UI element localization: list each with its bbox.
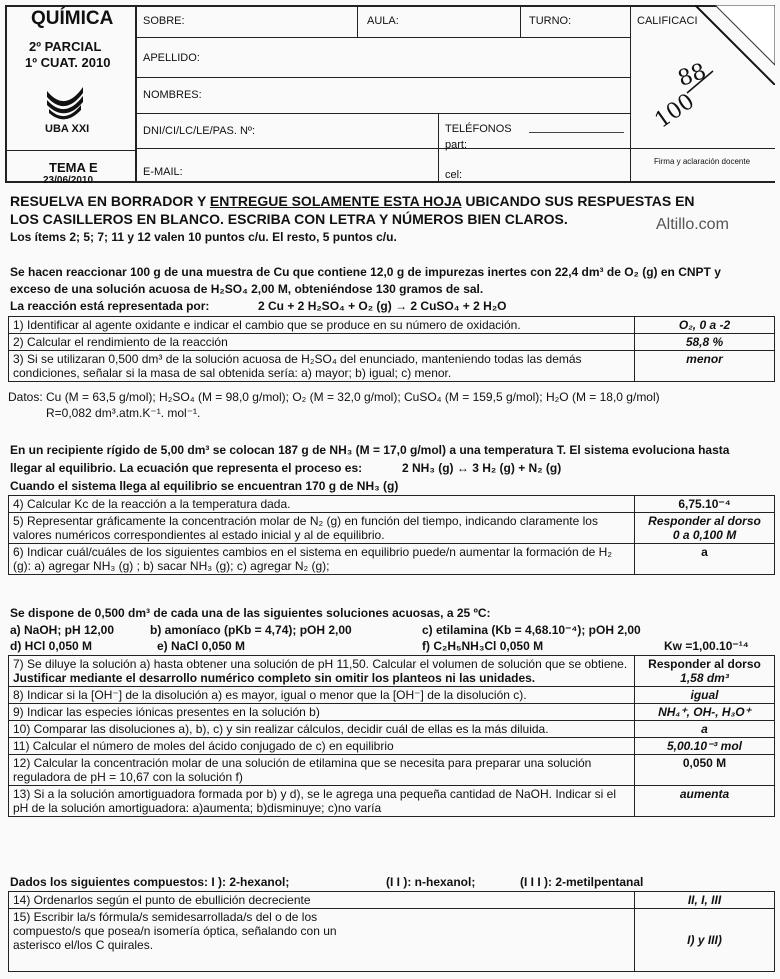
a5 bbox=[635, 513, 775, 544]
s3-sol-b: b) amoníaco (pKb = 4,74); pOH 2,00 bbox=[150, 623, 352, 637]
a7-line1: Responder al dorso bbox=[648, 657, 761, 671]
item-15 bbox=[9, 909, 775, 972]
a7-line2: 1,58 dm³ bbox=[680, 671, 729, 685]
exam-term: 1º CUAT. 2010 bbox=[25, 55, 111, 70]
email-label: E-MAIL: bbox=[143, 166, 183, 178]
fold-corner-mark bbox=[695, 5, 775, 85]
item-9 bbox=[9, 704, 775, 721]
s3-sol-d: d) HCl 0,050 M bbox=[10, 639, 93, 653]
instructions-part-a: RESUELVA EN BORRADOR Y bbox=[10, 193, 210, 209]
q14: 14) Ordenarlos según el punto de ebullición decreciente bbox=[9, 892, 635, 909]
q1: 1) Identificar al agente oxidante e indicar el cambio que se produce en su número de oxidación. bbox=[9, 317, 635, 334]
s3-intro: Se dispone de 0,500 dm³ de cada una de las siguientes soluciones acuosas, a 25 ºC: bbox=[10, 606, 491, 620]
s1-intro2: exceso de una solución acuosa de H₂SO₄ 2,00 M, obteniéndose 130 gramos de sal. bbox=[10, 282, 484, 296]
s1-datos1: Datos: Cu (M = 63,5 g/mol); H₂SO₄ (M = 98,0 g/mol); O₂ (M = 32,0 g/mol); CuSO₄ (M = 159,5 g/mol); H₂O (M = 18,0 g/mol) bbox=[8, 390, 660, 404]
a5-line1: Responder al dorso bbox=[648, 514, 761, 528]
item-5 bbox=[9, 513, 775, 544]
a2: 58,8 % bbox=[635, 334, 775, 351]
tema-label: TEMA E bbox=[49, 160, 98, 175]
q4: 4) Calcular Kc de la reacción a la temperatura dada. bbox=[9, 496, 635, 513]
q5: 5) Representar gráficamente la concentración molar de N₂ (g) en función del tiempo, indicando claramente los valores numéricos correspondientes al estado inicial y al de equilibrio. bbox=[9, 513, 635, 544]
item-10 bbox=[9, 721, 775, 738]
s1-reaction: 2 Cu + 2 H₂SO₄ + O₂ (g) → 2 CuSO₄ + 2 H₂O bbox=[258, 299, 507, 313]
q2: 2) Calcular el rendimiento de la reacción bbox=[9, 334, 635, 351]
a4: 6,75.10⁻⁴ bbox=[635, 496, 775, 513]
q11: 11) Calcular el número de moles del ácido conjugado de c) en equilibrio bbox=[9, 738, 635, 755]
instructions-part-b: ENTREGUE SOLAMENTE ESTA HOJA bbox=[209, 193, 462, 209]
a11: 5,00.10⁻³ mol bbox=[635, 738, 775, 755]
item-11 bbox=[9, 738, 775, 755]
cel-label: cel: bbox=[445, 169, 463, 181]
firma-label: Firma y aclaración docente bbox=[653, 157, 751, 166]
svg-text:100: 100 bbox=[650, 89, 700, 134]
svg-text:88: 88 bbox=[674, 58, 710, 93]
item-8 bbox=[9, 687, 775, 704]
exam-header bbox=[5, 5, 775, 188]
exam-date: 23/06/2010 bbox=[43, 175, 94, 186]
a3: menor bbox=[635, 351, 775, 382]
q9: 9) Indicar las especies iónicas presentes en la solución b) bbox=[9, 704, 635, 721]
aula-label: AULA: bbox=[367, 15, 399, 27]
q6: 6) Indicar cuál/cuáles de los siguientes cambios en el sistema en equilibrio puede/n aumentar la formación de H₂ (g): a) agregar NH₃ (g) ; b) sacar NH₃ (g); c) agregar N₂ (g); bbox=[9, 544, 635, 575]
s3-table bbox=[8, 655, 775, 817]
item-6 bbox=[9, 544, 775, 575]
s1-datos2: R=0,082 dm³.atm.K⁻¹. mol⁻¹. bbox=[46, 406, 201, 420]
q3: 3) Si se utilizaran 0,500 dm³ de la solución acuosa de H₂SO₄ del enunciado, manteniendo todas las demás condiciones, señalar si la masa de sal obtenida sería: a) mayor; b) igual; c) menor. bbox=[9, 351, 635, 382]
dni-label: DNI/CI/LC/LE/PAS. Nº: bbox=[143, 125, 256, 137]
q7-bold: Justificar mediante el desarrollo numérico completo sin omitir los planteos ni las unidades. bbox=[13, 671, 536, 685]
q8: 8) Indicar si la [OH⁻] de la disolución a) es mayor, igual o menor que la [OH⁻] de la disolución c). bbox=[9, 687, 635, 704]
s1-table bbox=[8, 316, 775, 382]
a14: II, I, III bbox=[635, 892, 775, 909]
calificacion-label: CALIFICACI bbox=[637, 15, 698, 27]
a15: I) y III) bbox=[635, 909, 775, 972]
a1: O₂, 0 a -2 bbox=[635, 317, 775, 334]
uba-logo-icon bbox=[45, 83, 85, 123]
a7 bbox=[635, 656, 775, 687]
item-3 bbox=[9, 351, 775, 382]
sobre-label: SOBRE: bbox=[143, 15, 185, 27]
apellido-label: APELLIDO: bbox=[143, 52, 200, 64]
telefonos-label: TELÉFONOS bbox=[445, 123, 512, 135]
s3-sol-e: e) NaCl 0,050 M bbox=[157, 639, 246, 653]
watermark: Altillo.com bbox=[656, 216, 729, 233]
instructions-part-c: UBICANDO SUS RESPUESTAS EN bbox=[461, 193, 695, 209]
nombres-label: NOMBRES: bbox=[143, 89, 202, 101]
a12: 0,050 M bbox=[635, 755, 775, 786]
s2-intro1: En un recipiente rígido de 5,00 dm³ se colocan 187 g de NH₃ (M = 17,0 g/mol) a una temperatura T. El sistema evoluciona hasta bbox=[10, 443, 730, 457]
q15-cell bbox=[9, 909, 635, 972]
item-12 bbox=[9, 755, 775, 786]
a9: NH₄⁺, OH-, H₃O⁺ bbox=[635, 704, 775, 721]
a8: igual bbox=[635, 687, 775, 704]
s2-intro2: llegar al equilibrio. La ecuación que representa el proceso es: bbox=[10, 461, 363, 475]
item-4 bbox=[9, 496, 775, 513]
s1-intro3: La reacción está representada por: bbox=[10, 299, 210, 313]
s1-intro1: Se hacen reaccionar 100 g de una muestra de Cu que contiene 12,0 g de impurezas inertes con 22,4 dm³ de O₂ (g) en CNPT y bbox=[10, 265, 721, 279]
telefonos-underline bbox=[529, 132, 624, 133]
s3-sol-a: a) NaOH; pH 12,00 bbox=[10, 623, 115, 637]
s3-kw: Kw =1,00.10⁻¹⁴ bbox=[664, 639, 749, 653]
subject-title: QUÍMICA bbox=[31, 8, 114, 29]
item-2 bbox=[9, 334, 775, 351]
q7 bbox=[9, 656, 635, 687]
instructions-line1 bbox=[10, 193, 695, 209]
s3-sol-c: c) etilamina (Kb = 4,68.10⁻⁴); pOH 2,00 bbox=[422, 623, 641, 637]
s2-reaction: 2 NH₃ (g) ↔ 3 H₂ (g) + N₂ (g) bbox=[402, 461, 562, 475]
s4-c2: (I I ): n-hexanol; bbox=[386, 875, 476, 889]
instructions-line3: Los ítems 2; 5; 7; 11 y 12 valen 10 puntos c/u. El resto, 5 puntos c/u. bbox=[10, 230, 397, 244]
s4-table bbox=[8, 891, 775, 972]
item-7 bbox=[9, 656, 775, 687]
a5-line2: 0 a 0,100 M bbox=[672, 528, 737, 542]
logo-text: UBA XXI bbox=[45, 123, 90, 135]
exam-name: 2º PARCIAL bbox=[29, 39, 102, 54]
turno-label: TURNO: bbox=[529, 15, 572, 27]
s3-sol-f: f) C₂H₅NH₃Cl 0,050 M bbox=[422, 639, 544, 653]
q15: 15) Escribir la/s fórmula/s semidesarrollada/s del o de los compuesto/s que posea/n isomería óptica, señalando con un asterisco el/los C quirales. bbox=[13, 910, 337, 952]
q12: 12) Calcular la concentración molar de una solución de etilamina que se necesita para preparar una solución reguladora de pH = 10,67 con la solución f) bbox=[9, 755, 635, 786]
s2-intro3: Cuando el sistema llega al equilibrio se encuentran 170 g de NH₃ (g) bbox=[10, 479, 399, 493]
s2-table bbox=[8, 495, 775, 575]
part-label: part: bbox=[445, 139, 468, 151]
item-13 bbox=[9, 786, 775, 817]
a10: a bbox=[635, 721, 775, 738]
s4-c3: (I I I ): 2-metilpentanal bbox=[520, 875, 644, 889]
a6: a bbox=[635, 544, 775, 575]
instructions-line2: LOS CASILLEROS EN BLANCO. ESCRIBA CON LETRA Y NÚMEROS BIEN CLAROS. bbox=[10, 211, 568, 227]
item-1 bbox=[9, 317, 775, 334]
q10: 10) Comparar las disoluciones a), b), c) y sin realizar cálculos, decidir cuál de ellas es la más diluida. bbox=[9, 721, 635, 738]
item-14 bbox=[9, 892, 775, 909]
s4-intro: Dados los siguientes compuestos: I ): 2-hexanol; bbox=[10, 875, 290, 889]
q7-text: 7) Se diluye la solución a) hasta obtener una solución de pH 11,50. Calcular el volumen de solución que se obtiene. bbox=[13, 657, 628, 671]
q13: 13) Si a la solución amortiguadora formada por b) y d), se le agrega una pequeña cantidad de NaOH. Indicar si el pH de la solución amortiguadora: a)aumenta; b)disminuye; c)no varía bbox=[9, 786, 635, 817]
a13: aumenta bbox=[635, 786, 775, 817]
